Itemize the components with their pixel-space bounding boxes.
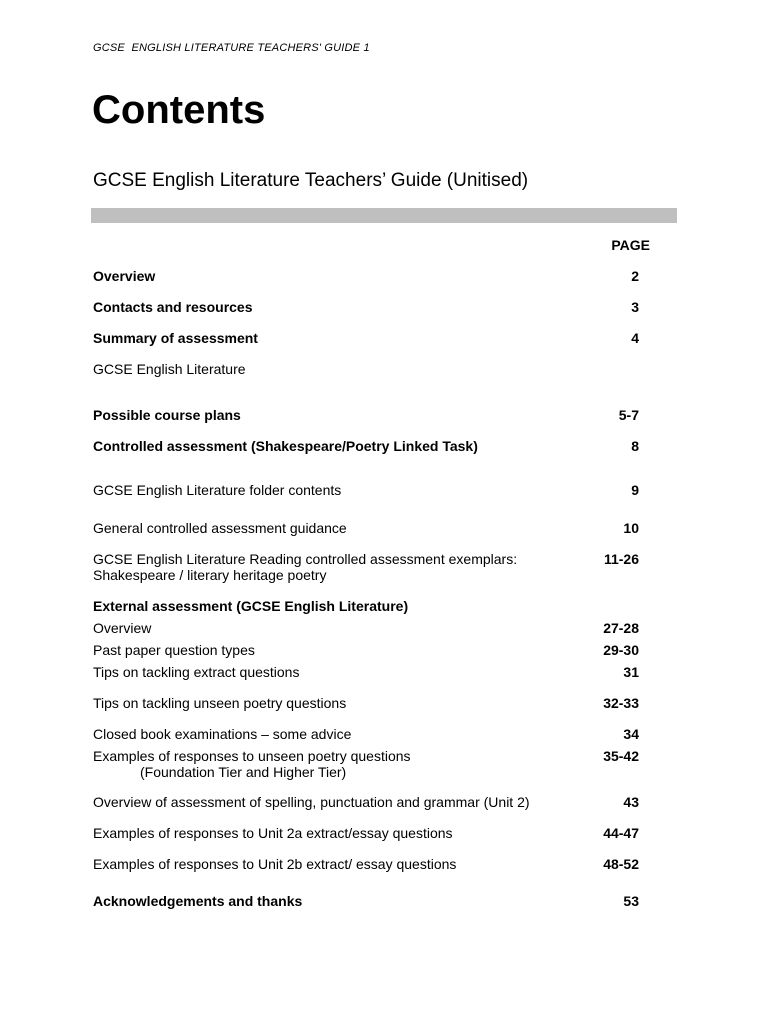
toc-entry-label: Overview [93,620,152,636]
toc-entry-page: 10 [623,520,639,536]
toc-entry-label: Contacts and resources [93,299,253,315]
toc-entry-page: 2 [631,268,639,284]
page-title: Contents [92,88,266,132]
toc-entry-label: Examples of responses to Unit 2b extract/ essay questions [93,856,457,872]
toc-entry-page: 8 [631,438,639,454]
toc-entry-page: 35-42 [603,748,639,764]
running-header: GCSE ENGLISH LITERATURE TEACHERS' GUIDE 1 [93,42,370,54]
toc-entry-label-line2: Shakespeare / literary heritage poetry [93,567,327,583]
toc-entry-label: Summary of assessment [93,330,258,346]
toc-entry-label: Tips on tackling unseen poetry questions [93,695,347,711]
toc-entry-label-line2: (Foundation Tier and Higher Tier) [140,764,347,780]
toc-entry-label: Closed book examinations – some advice [93,726,352,742]
toc-entry-page: 43 [623,794,639,810]
toc-entry-page: 34 [623,726,639,742]
toc-entry-label-line1: Examples of responses to unseen poetry questions [93,748,411,764]
toc-entry-label: Examples of responses to Unit 2a extract/essay questions [93,825,453,841]
toc-entry-label: Acknowledgements and thanks [93,893,303,909]
toc-entry-label: General controlled assessment guidance [93,520,347,536]
toc-entry-label: Tips on tackling extract questions [93,664,300,680]
toc-entry-label: Controlled assessment (Shakespeare/Poetry Linked Task) [93,438,478,454]
toc-entry-page: 53 [623,893,639,909]
toc-entry-label: External assessment (GCSE English Literature) [93,598,409,614]
toc-entry-label: Past paper question types [93,642,255,658]
toc-entry-page: 5-7 [618,407,639,423]
toc-entry-label: Overview [93,268,156,284]
toc-entry-page: 48-52 [603,856,639,872]
toc-entry-label-line1: GCSE English Literature Reading controlled assessment exemplars: [93,551,518,567]
toc-entry-page: 3 [631,299,639,315]
toc-entry-label: GCSE English Literature folder contents [93,482,342,498]
toc-entry-label: Overview of assessment of spelling, punctuation and grammar (Unit 2) [93,794,530,810]
toc-entry-label [93,748,553,780]
toc-entry-page: 11-26 [603,551,639,567]
toc-entry-page: 4 [631,330,639,346]
document-subtitle: GCSE English Literature Teachers’ Guide (Unitised) [93,170,529,191]
toc-entry-label: GCSE English Literature [93,361,246,377]
toc-entry-page: 31 [623,664,639,680]
toc-entry-page: 9 [631,482,639,498]
toc-entry-page: 27-28 [603,620,639,636]
page-column-header: PAGE [611,237,650,253]
toc-entry-label: Possible course plans [93,407,241,423]
toc-entry-page: 44-47 [603,825,639,841]
toc-entry-page: 32-33 [603,695,639,711]
section-divider-bar [91,208,677,223]
toc-entry-label [93,551,553,583]
toc-entry-page: 29-30 [603,642,639,658]
